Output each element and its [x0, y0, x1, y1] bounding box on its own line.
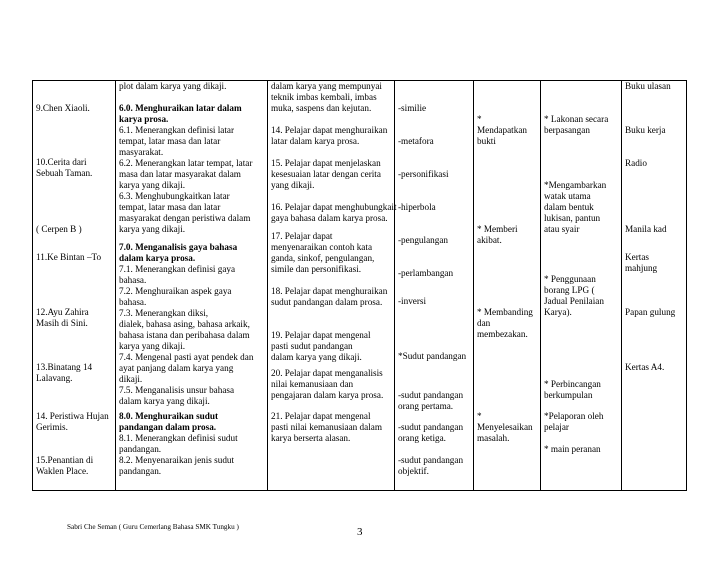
col5-line: akibat. [477, 235, 502, 245]
col2-line: bahasa istana dan peribahasa dalam [119, 330, 250, 340]
col4-line: -hiperbola [398, 202, 436, 212]
col6-line: lukisan, pantun [544, 213, 601, 223]
col3-line: 17. Pelajar dapat [271, 231, 333, 241]
col2-line: 7.1. Menerangkan definisi gaya [119, 264, 236, 274]
col2-line: bahasa. [119, 297, 147, 307]
column-texts [33, 81, 116, 491]
col3-line: teknik imbas kembali, imbas [271, 92, 377, 102]
col3-line: 20. Pelajar dapat menganalisis [271, 368, 383, 378]
col5-line: Mendapatkan [477, 125, 528, 135]
col6-line: * Lakonan secara [544, 114, 609, 124]
footer-author: Sabri Che Seman ( Guru Cemerlang Bahasa SMK Tungku ) [67, 523, 239, 531]
col1-line: Masih di Sini. [36, 318, 88, 328]
col3-line: nilai kemanusiaan dan [271, 379, 354, 389]
column-thinking-skills [474, 81, 541, 491]
col1-line: ( Cerpen B ) [36, 224, 82, 234]
col2-line: 8.1. Menerangkan definisi sudut [119, 433, 238, 443]
col6-line: pelajar [544, 422, 569, 432]
col7-line: Manila kad [625, 224, 667, 234]
col2-line: pandangan. [119, 444, 162, 454]
col7-line: Kertas [625, 252, 649, 262]
col3-line: karya berserta alasan. [271, 433, 351, 443]
col2-line: karya yang dikaji. [119, 180, 186, 190]
col1-line: 13.Binatang 14 [36, 362, 93, 372]
col2-line: dalam karya prosa. [119, 253, 196, 263]
col2-line: 6.2. Menerangkan latar tempat, latar [119, 158, 253, 168]
col1-line: 9.Chen Xiaoli. [36, 103, 90, 113]
col2-line: 6.0. Menghuraikan latar dalam [119, 103, 242, 113]
col2-line: 6.1. Menerangkan definisi latar [119, 125, 235, 135]
column-content-elements [395, 81, 474, 491]
col2-line: 7.2. Menghuraikan aspek gaya [119, 286, 232, 296]
col6-line: Karya). [544, 307, 572, 317]
col5-line: * Membanding [477, 307, 533, 317]
col1-line: Waklen Place. [36, 466, 89, 476]
col5-line: * Memberi [477, 224, 518, 234]
col1-line: 10.Cerita dari [36, 157, 87, 167]
col5-line: dan [477, 318, 491, 328]
col4-line: -metafora [398, 136, 434, 146]
col4-line: orang pertama. [398, 401, 454, 411]
col3-line: 15. Pelajar dapat menjelaskan [271, 158, 381, 168]
col2-line: karya prosa. [119, 114, 169, 124]
col4-line: -perlambangan [398, 268, 454, 278]
col6-line: Jadual Penilaian [544, 296, 604, 306]
col2-line: dialek, bahasa asing, bahasa arkaik, [119, 319, 250, 329]
col2-line: 7.3. Menerangkan diksi, [119, 308, 209, 318]
col3-line: 21. Pelajar dapat mengenal [271, 411, 371, 421]
col2-line: pandangan. [119, 466, 162, 476]
col7-line: Radio [625, 158, 647, 168]
col3-line: 18. Pelajar dapat menghuraikan [271, 286, 388, 296]
column-activities [541, 81, 622, 491]
col3-line: pasti sudut pandangan [271, 341, 353, 351]
col6-line: watak utama [544, 191, 591, 201]
column-learning-outcomes [268, 81, 395, 491]
col4-line: -inversi [398, 296, 427, 306]
col2-line: dikaji. [119, 374, 143, 384]
col4-line: -sudut pandangan [398, 422, 464, 432]
col3-line: dalam karya yang dikaji. [271, 352, 362, 362]
col5-line: * [477, 411, 482, 421]
col2-line: 8.0. Menghuraikan sudut [119, 411, 219, 421]
col3-line: pengajaran dalam karya prosa. [271, 390, 384, 400]
col2-line: 8.2. Menyenaraikan jenis sudut [119, 455, 235, 465]
col7-line: Buku kerja [625, 125, 666, 135]
col6-line: dalam bentuk [544, 202, 594, 212]
col3-line: sudut pandangan dalam prosa. [271, 297, 383, 307]
col2-line: 7.5. Menganalisis unsur bahasa [119, 385, 235, 395]
col3-line: 16. Pelajar dapat menghubungkait [271, 202, 397, 212]
col3-line: latar dalam karya prosa. [271, 136, 360, 146]
col1-line: Lalavang. [36, 373, 73, 383]
col7-line: mahjung [625, 263, 658, 273]
page-number: 3 [357, 526, 363, 538]
col3-line: dalam karya yang mempunyai [271, 81, 382, 91]
col6-line: *Mengambarkan [544, 180, 607, 190]
col2-line: tempat, latar masa dan latar [119, 202, 221, 212]
col6-line: *Pelaporan oleh [544, 411, 604, 421]
column-teaching-aids [622, 81, 687, 491]
col5-line: masalah. [477, 433, 510, 443]
column-learning-standards [116, 81, 268, 491]
col5-line: bukti [477, 136, 496, 146]
col1-line: 15.Penantian di [36, 455, 94, 465]
col2-line: karya yang dikaji. [119, 341, 186, 351]
col4-line: -personifikasi [398, 169, 449, 179]
col3-line: kesesuaian latar dengan cerita [271, 169, 381, 179]
col5-line: membezakan. [477, 329, 528, 339]
col7-line: Kertas A4. [625, 362, 665, 372]
col3-line: muka, saspens dan kejutan. [271, 103, 372, 113]
col4-line: *Sudut pandangan [398, 351, 467, 361]
col1-line: 14. Peristiwa Hujan [36, 411, 109, 421]
col2-line: 6.3. Menghubungkaitkan latar [119, 191, 230, 201]
col3-line: gaya bahasa dalam karya prosa. [271, 213, 388, 223]
col2-line: plot dalam karya yang dikaji. [119, 81, 227, 91]
col6-line: * main peranan [544, 444, 601, 454]
col6-line: berkumpulan [544, 390, 593, 400]
col7-line: Papan gulung [625, 307, 676, 317]
col3-line: 14. Pelajar dapat menghuraikan [271, 125, 388, 135]
col5-line: Menyelesaikan [477, 422, 533, 432]
col2-line: bahasa. [119, 275, 147, 285]
col7-line: Buku ulasan [625, 81, 671, 91]
col3-line: ganda, sinkof, pengulangan, [271, 253, 375, 263]
col1-line: 12.Ayu Zahira [36, 307, 89, 317]
col6-line: borang LPG ( [544, 285, 595, 295]
col4-line: objektif. [398, 466, 429, 476]
col2-line: karya yang dikaji. [119, 224, 186, 234]
col4-line: -sudut pandangan [398, 390, 464, 400]
col1-line: Sebuah Taman. [36, 168, 93, 178]
col2-line: masyarakat dengan peristiwa dalam [119, 213, 251, 223]
col4-line: -similie [398, 103, 427, 113]
col3-line: yang dikaji. [271, 180, 315, 190]
col2-line: 7.4. Mengenal pasti ayat pendek dan [119, 352, 254, 362]
col2-line: dalam karya yang dikaji. [119, 396, 210, 406]
lesson-plan-table [32, 80, 687, 491]
col1-line: 11.Ke Bintan –To [36, 252, 102, 262]
col4-line: -sudut pandangan [398, 455, 464, 465]
col2-line: tempat, latar masa dan latar [119, 136, 221, 146]
col3-line: pasti nilai kemanusiaan dalam [271, 422, 382, 432]
col4-line: -pengulangan [398, 235, 449, 245]
col1-line: Gerimis. [36, 422, 68, 432]
col3-line: menyenaraikan contoh kata [271, 242, 373, 252]
col3-line: 19. Pelajar dapat mengenal [271, 330, 371, 340]
col2-line: ayat panjang dalam karya yang [119, 363, 234, 373]
col6-line: * Perbincangan [544, 379, 601, 389]
col6-line: atau syair [544, 224, 580, 234]
col2-line: pandangan dalam prosa. [119, 422, 217, 432]
col6-line: berpasangan [544, 125, 590, 135]
col6-line: * Penggunaan [544, 274, 596, 284]
col4-line: orang ketiga. [398, 433, 446, 443]
table-row [33, 81, 687, 491]
col2-line: masyarakat. [119, 147, 164, 157]
col3-line: simile dan personifikasi. [271, 264, 362, 274]
col5-line: * [477, 114, 482, 124]
col2-line: masa dan latar masyarakat dalam [119, 169, 241, 179]
col2-line: 7.0. Menganalisis gaya bahasa [119, 242, 238, 252]
